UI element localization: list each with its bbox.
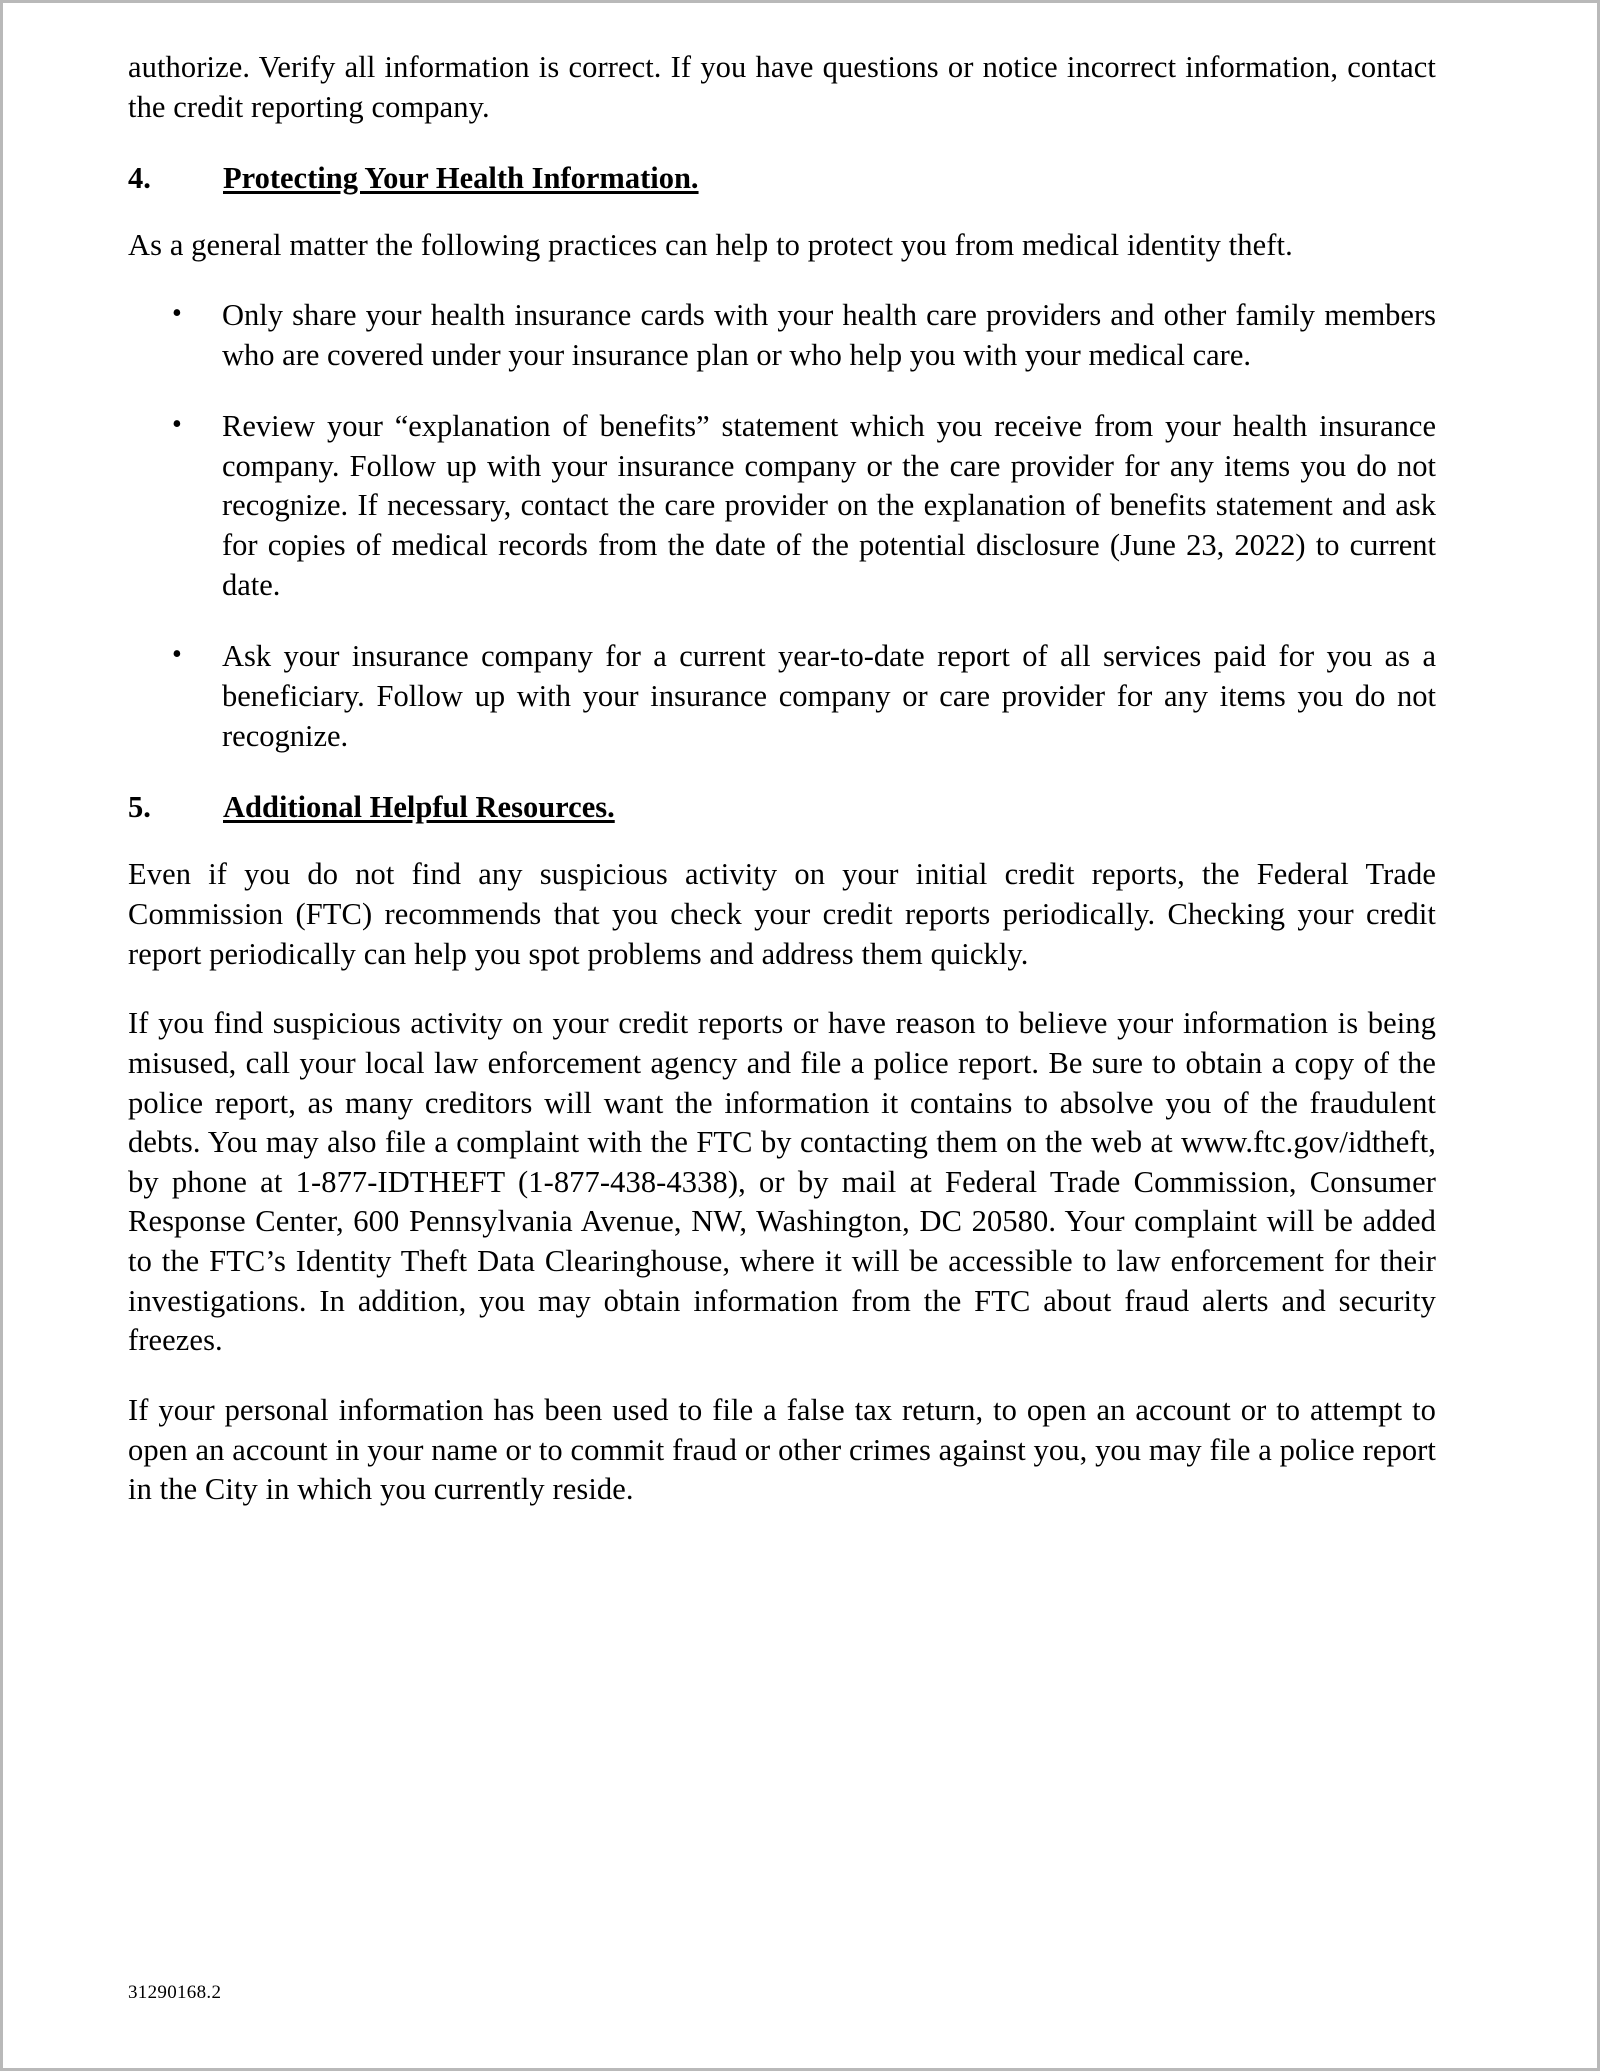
bullet-point-icon: • [172, 409, 182, 441]
list-item-text: Only share your health insurance cards with your health care providers and other family members who are covered under your insurance plan or who help you with your medical care. [222, 297, 1436, 372]
section-title-4: Protecting Your Health Information. [223, 161, 699, 196]
list-item [128, 407, 1436, 605]
list-item [128, 296, 1436, 375]
list-item [128, 637, 1436, 756]
section-4-bullet-list [128, 296, 1436, 756]
section-5-paragraph-2: If you find suspicious activity on your credit reports or have reason to believe your information is being misused, call your local law enforcement agency and file a police report. Be sure to obtain a copy of the police report, as many creditors will want the information it contains to absolve you of the fraudulent debts. You may also file a complaint with the FTC by contacting them on the web at www.ftc.gov/idtheft, by phone at 1-877-IDTHEFT (1-877-438-4338), or by mail at Federal Trade Commission, Consumer Response Center, 600 Pennsylvania Avenue, NW, Washington, DC 20580. Your complaint will be added to the FTC’s Identity Theft Data Clearinghouse, where it will be accessible to law enforcement for their investigations. In addition, you may obtain information from the FTC about fraud alerts and security freezes. [128, 1006, 1436, 1358]
document-body [128, 48, 1436, 1540]
section-5-paragraph-1: Even if you do not find any suspicious activity on your initial credit reports, the Federal Trade Commission (FTC) recommends that you check your credit reports periodically. Checking your credit report periodically can help you spot problems and address them quickly. [128, 857, 1436, 971]
footer-reference-number: 31290168.2 [128, 1982, 222, 2003]
continued-paragraph: authorize. Verify all information is correct. If you have questions or notice incorrect information, contact the credit reporting company. [128, 50, 1436, 124]
section-heading-4 [128, 161, 1436, 196]
list-item-text: Ask your insurance company for a current year-to-date report of all services paid for you as a beneficiary. Follow up with your insurance company or care provider for any items you do not recognize. [222, 639, 1436, 753]
list-item-text: Review your “explanation of benefits” statement which you receive from your health insurance company. Follow up with your insurance company or the care provider for any items you do not recognize. If necessary, contact the care provider on the explanation of benefits statement and ask for copies of medical records from the date of the potential disclosure (June 23, 2022) to current date. [222, 409, 1436, 602]
section-heading-5 [128, 790, 1436, 825]
scan-border-left [0, 0, 3, 2071]
section-5-paragraph-3: If your personal information has been used to file a false tax return, to open an account or to attempt to open an account in your name or to commit fraud or other crimes against you, you may file a police report in the City in which you currently reside. [128, 1393, 1436, 1507]
bullet-point-icon: • [172, 297, 182, 329]
section-number-4: 4. [128, 161, 151, 196]
section-title-5: Additional Helpful Resources. [223, 790, 615, 825]
section-4-intro: As a general matter the following practices can help to protect you from medical identity theft. [128, 228, 1293, 263]
scan-border-top [0, 0, 1600, 3]
bullet-point-icon: • [172, 639, 182, 671]
section-number-5: 5. [128, 790, 151, 825]
